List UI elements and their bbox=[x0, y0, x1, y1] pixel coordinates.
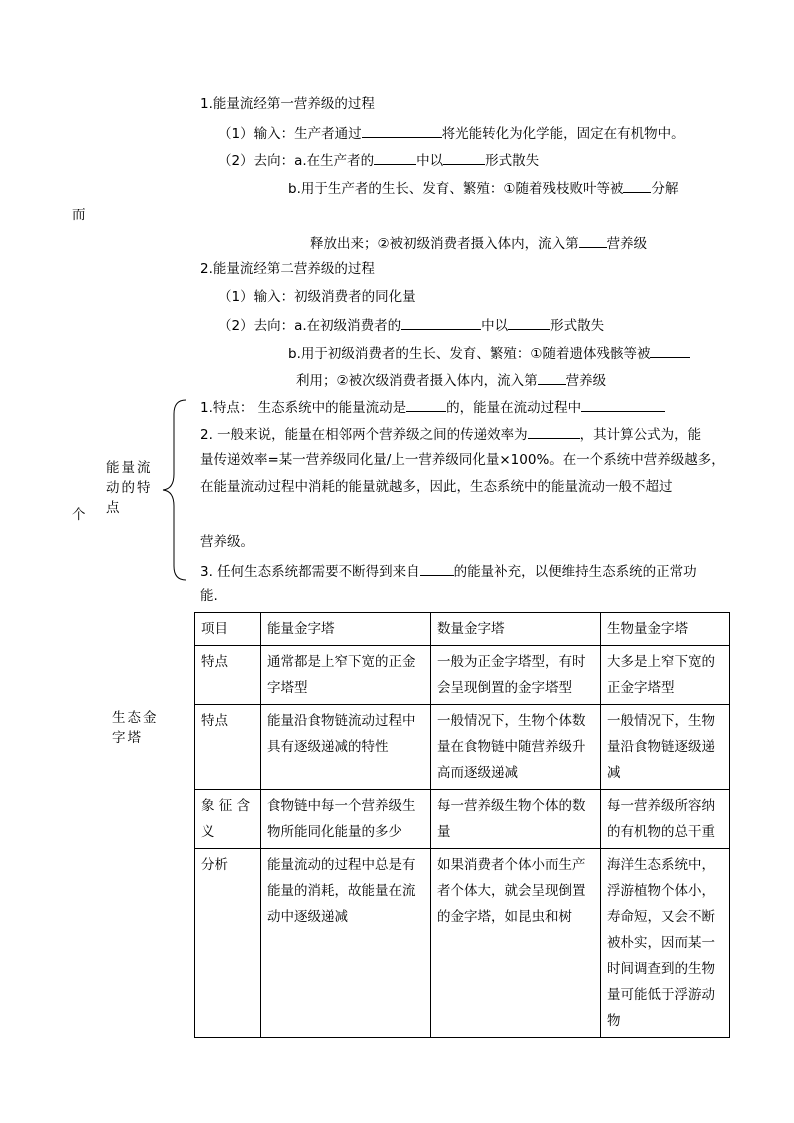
text: 营养级 bbox=[565, 373, 607, 389]
pyramid-side-label: 生态金字塔 bbox=[112, 710, 159, 746]
section2-input: （1）输入：初级消费者的同化量 bbox=[218, 289, 416, 305]
table-row bbox=[195, 790, 730, 849]
features-item-2-line-1 bbox=[200, 424, 701, 444]
text: 分解 bbox=[651, 181, 679, 197]
features-item-1 bbox=[200, 397, 665, 417]
text: 中以 bbox=[416, 153, 444, 169]
margin-char: 个 bbox=[72, 507, 86, 523]
blank[interactable] bbox=[362, 123, 442, 138]
blank[interactable] bbox=[406, 397, 446, 412]
table-row bbox=[195, 646, 730, 705]
blank[interactable] bbox=[420, 561, 454, 576]
text: b.用于初级消费者的生长、发育、繁殖：①随着遗体残骸等被 bbox=[288, 346, 651, 362]
text: 2. 一般来说，能量在相邻两个营养级之间的传递效率为 bbox=[200, 427, 528, 443]
table-cell: 象 征 含义 bbox=[195, 790, 261, 849]
section2-destination-b bbox=[288, 343, 690, 363]
table-header-cell: 生物量金字塔 bbox=[601, 613, 730, 646]
section1-destination-a bbox=[218, 150, 539, 170]
features-item-3 bbox=[200, 561, 697, 581]
text: （2）去向：a.在初级消费者的 bbox=[218, 318, 402, 334]
features-item-2-line-4: 营养级。 bbox=[200, 534, 254, 550]
table-cell: 通常都是上窄下宽的正金字塔型 bbox=[261, 646, 431, 705]
table-cell: 海洋生态系统中，浮游植物个体小，寿命短，又会不断被朴实，因而某一时间调查到的生物量可能低于浮游动物 bbox=[601, 849, 730, 1038]
blank[interactable] bbox=[374, 150, 416, 165]
table-cell: 分析 bbox=[195, 849, 261, 1038]
blank[interactable] bbox=[650, 343, 690, 358]
blank[interactable] bbox=[528, 424, 580, 439]
table-cell: 食物链中每一个营养级生物所能同化能量的多少 bbox=[261, 790, 431, 849]
text: 形式散失 bbox=[485, 153, 540, 169]
text: b.用于生产者的生长、发育、繁殖：①随着残枝败叶等被 bbox=[288, 181, 624, 197]
pyramid-table bbox=[194, 612, 730, 1038]
table-cell: 一般为正金字塔型，有时会呈现倒置的金字塔型 bbox=[431, 646, 601, 705]
table-row bbox=[195, 849, 730, 1038]
text: ，其计算公式为，能 bbox=[579, 427, 702, 443]
table-header-cell: 数量金字塔 bbox=[431, 613, 601, 646]
blank[interactable] bbox=[579, 233, 607, 248]
section1-title: 1.能量流经第一营养级的过程 bbox=[200, 96, 375, 112]
section1-wrap-char: 而 bbox=[72, 207, 86, 223]
section2-title: 2.能量流经第二营养级的过程 bbox=[200, 261, 375, 277]
text: 中以 bbox=[481, 318, 509, 334]
table-header-row bbox=[195, 613, 730, 646]
text: 利用；②被次级消费者摄入体内，流入第 bbox=[296, 373, 538, 389]
table-cell: 大多是上窄下宽的正金字塔型 bbox=[601, 646, 730, 705]
blank[interactable] bbox=[401, 315, 481, 330]
text: 的，能量在流动过程中 bbox=[446, 400, 582, 416]
blank[interactable] bbox=[443, 150, 485, 165]
text: 1.特点： 生态系统中的能量流动是 bbox=[200, 400, 407, 416]
table-cell: 特点 bbox=[195, 705, 261, 790]
text: 3. 任何生态系统都需要不断得到来自 bbox=[200, 564, 420, 580]
table-cell: 如果消费者个体小而生产者个体大，就会呈现倒置的金字塔，如昆虫和树 bbox=[431, 849, 601, 1038]
section2-destination-a bbox=[218, 315, 604, 335]
features-item-2-line-3: 在能量流动过程中消耗的能量就越多，因此，生态系统中的能量流动一般不超过 bbox=[200, 479, 673, 495]
text: （2）去向：a.在生产者的 bbox=[218, 153, 375, 169]
table-header-cell: 项目 bbox=[195, 613, 261, 646]
features-side-label: 能量流动的特点 bbox=[106, 460, 153, 516]
table-cell: 能量沿食物链流动过程中具有逐级递减的特性 bbox=[261, 705, 431, 790]
text: 释放出来；②被初级消费者摄入体内，流入第 bbox=[310, 236, 579, 252]
blank[interactable] bbox=[581, 397, 665, 412]
features-item-2-line-2: 量传递效率=某一营养级同化量/上一营养级同化量×100%。在一个系统中营养级越多， bbox=[200, 452, 725, 468]
section1-destination-b-cont bbox=[310, 233, 647, 253]
table-cell: 一般情况下，生物量沿食物链逐级递减 bbox=[601, 705, 730, 790]
text: 营养级 bbox=[606, 236, 648, 252]
table-header-cell: 能量金字塔 bbox=[261, 613, 431, 646]
curly-brace-icon bbox=[160, 398, 190, 583]
section1-input-prefix: （1）输入：生产者通过 bbox=[218, 126, 362, 142]
text: 的能量补充，以便维持生态系统的正常功 bbox=[453, 564, 697, 580]
table-cell: 特点 bbox=[195, 646, 261, 705]
blank[interactable] bbox=[508, 315, 550, 330]
table-cell: 每一营养级所容纳的有机物的总干重 bbox=[601, 790, 730, 849]
table-cell: 每一营养级生物个体的数量 bbox=[431, 790, 601, 849]
section1-input-suffix: 将光能转化为化学能，固定在有机物中。 bbox=[441, 126, 685, 142]
text: 形式散失 bbox=[550, 318, 605, 334]
table-cell: 一般情况下，生物个体数量在食物链中随营养级升高而逐级递减 bbox=[431, 705, 601, 790]
features-item-3-cont: 能. bbox=[200, 588, 218, 604]
section1-input bbox=[218, 123, 685, 143]
blank[interactable] bbox=[538, 370, 566, 385]
table-row bbox=[195, 705, 730, 790]
blank[interactable] bbox=[623, 178, 651, 193]
table-cell: 能量流动的过程中总是有能量的消耗，故能量在流动中逐级递减 bbox=[261, 849, 431, 1038]
section1-destination-b bbox=[288, 178, 678, 198]
section2-destination-b-cont bbox=[296, 370, 606, 390]
